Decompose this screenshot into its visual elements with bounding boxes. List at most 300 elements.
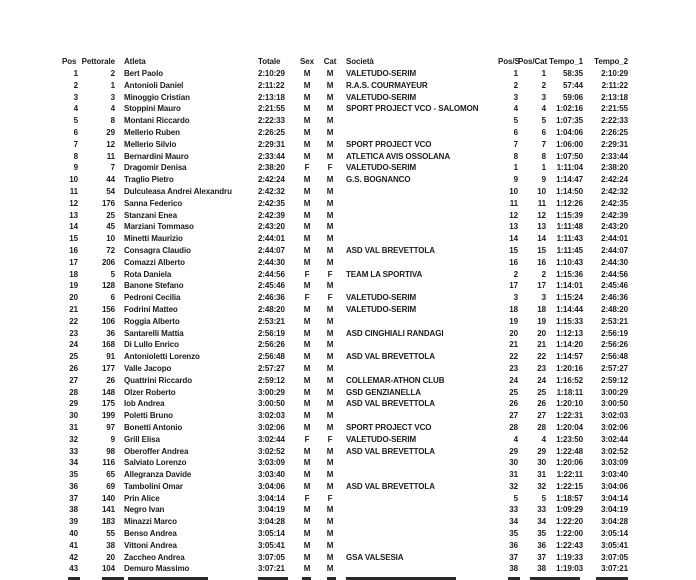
- cell-pos_cat: 22: [537, 352, 546, 362]
- cell-cat: M: [326, 422, 334, 432]
- table-row: [62, 233, 628, 245]
- cell-pos_cat: 38: [537, 564, 546, 574]
- cell-pettorale: 54: [106, 186, 115, 196]
- cell-totale: 2:44:56: [258, 269, 285, 279]
- cell-societa: [342, 410, 498, 422]
- cell-totale: 3:02:06: [258, 422, 285, 432]
- cell-pos_cat: 27: [537, 411, 546, 421]
- cell-societa: ASD VAL BREVETTOLA: [346, 399, 435, 409]
- cell-pos: 35: [69, 470, 78, 480]
- cell-pos_s: 36: [509, 540, 518, 550]
- cell-pos: 24: [69, 340, 78, 350]
- table-row: [62, 375, 628, 387]
- cell-pos_cat: 12: [537, 210, 546, 220]
- cell-pettorale: 3: [110, 92, 115, 102]
- cell-pos: 36: [69, 481, 78, 491]
- cell-societa: GSA VALSESIA: [346, 552, 404, 562]
- cell-pos_cat: 33: [537, 505, 546, 515]
- cell-pos: 34: [69, 458, 78, 468]
- cell-pos: 16: [69, 245, 78, 255]
- cell-atleta: Marziani Tommaso: [124, 222, 194, 232]
- cell-pettorale: 177: [101, 363, 115, 373]
- cell-pos_cat: 28: [537, 422, 546, 432]
- cell-pos_cat: 31: [537, 470, 546, 480]
- table-row: [62, 457, 628, 469]
- table-header-row: [62, 55, 628, 68]
- cell-totale: 2:42:24: [258, 175, 285, 185]
- cell-sex: M: [303, 328, 311, 338]
- cell-sex: M: [303, 481, 311, 491]
- cell-sex: M: [303, 257, 311, 267]
- cell-sex: M: [303, 411, 311, 421]
- column-header-tempo-2: Tempo_2: [594, 57, 628, 66]
- cell-sex: M: [303, 540, 311, 550]
- cell-totale: 2:43:20: [258, 222, 285, 232]
- cell-pos: 42: [69, 552, 78, 562]
- cell-tempo_2: 3:00:50: [601, 399, 628, 409]
- cell-pettorale: 11: [106, 151, 115, 161]
- cell-atleta: Grill Elisa: [124, 434, 160, 444]
- cell-pos_cat: 17: [537, 281, 546, 291]
- cell-pos: 31: [69, 422, 78, 432]
- cell-sex: M: [303, 517, 311, 527]
- cell-sex: M: [303, 470, 311, 480]
- cell-atleta: Stanzani Enea: [124, 210, 177, 220]
- cell-tempo_2: 3:05:14: [601, 529, 628, 539]
- cell-pettorale: 168: [101, 340, 115, 350]
- cell-pettorale: 1: [110, 80, 115, 90]
- cell-totale: 2:53:21: [258, 316, 285, 326]
- cell-pos_s: 30: [509, 458, 518, 468]
- cell-tempo_1: 1:11:43: [556, 234, 583, 244]
- cell-pos_cat: 6: [541, 127, 546, 137]
- cell-pettorale: 91: [106, 352, 115, 362]
- cell-pettorale: 10: [106, 234, 115, 244]
- table-row: [62, 446, 628, 458]
- table-row: [62, 269, 628, 281]
- cell-sex: M: [303, 340, 311, 350]
- cell-pos_cat: 18: [537, 304, 546, 314]
- cell-pos_cat: 3: [541, 92, 546, 102]
- table-row: [62, 339, 628, 351]
- cell-cat: M: [326, 481, 334, 491]
- cell-pos_cat: 1: [541, 69, 546, 78]
- cell-pos_cat: 24: [537, 375, 546, 385]
- cell-atleta: Tambolini Omar: [124, 481, 183, 491]
- cell-atleta: Traglio Pietro: [124, 175, 174, 185]
- cell-tempo_1: 1:07:50: [556, 151, 583, 161]
- cell-tempo_1: 1:22:00: [556, 529, 583, 539]
- cell-atleta: Sanna Federico: [124, 198, 183, 208]
- cell-cat: F: [327, 434, 333, 444]
- cell-tempo_2: 3:02:44: [601, 434, 628, 444]
- cell-tempo_1: 1:14:47: [556, 175, 583, 185]
- cell-societa: G.S. BOGNANCO: [346, 175, 411, 185]
- cell-tempo_2: 2:56:26: [601, 340, 628, 350]
- cell-tempo_2: 2:53:21: [601, 316, 628, 326]
- cell-atleta: Demuro Massimo: [124, 564, 190, 574]
- cell-cat: M: [326, 399, 334, 409]
- cell-societa: [342, 115, 498, 127]
- cell-totale: 3:02:44: [258, 434, 285, 444]
- cell-tempo_1: 1:19:03: [556, 564, 583, 574]
- cell-atleta: Antonioli Daniel: [124, 80, 184, 90]
- cell-tempo_1: 1:22:20: [556, 517, 583, 527]
- cell-atleta: Mellerio Silvio: [124, 139, 177, 149]
- cell-atleta: Oberoffer Andrea: [124, 446, 189, 456]
- results-table: [62, 55, 628, 580]
- cell-tempo_2: 2:56:19: [601, 328, 628, 338]
- cell-tempo_1: 1:22:11: [556, 470, 583, 480]
- cell-cat: M: [326, 151, 334, 161]
- cell-tempo_1: 1:16:52: [556, 375, 583, 385]
- cell-pettorale: 175: [101, 399, 115, 409]
- cell-pos_cat: 4: [541, 434, 546, 444]
- cell-pos_s: 23: [509, 363, 518, 373]
- cell-tempo_2: 2:26:25: [601, 127, 628, 137]
- cell-pos: 43: [69, 564, 78, 574]
- cell-tempo_1: 1:18:57: [556, 493, 583, 503]
- cell-cat: F: [327, 163, 333, 173]
- cell-societa: [342, 457, 498, 469]
- cell-tempo_1: 1:09:29: [556, 505, 583, 515]
- cell-totale: 2:33:44: [258, 151, 285, 161]
- cell-sex: M: [303, 234, 311, 244]
- cell-societa: SPORT PROJECT VCO: [346, 422, 432, 432]
- cell-societa: VALETUDO-SERIM: [346, 293, 417, 303]
- table-row: [62, 351, 628, 363]
- cell-tempo_2: 3:02:03: [601, 411, 628, 421]
- cell-sex: M: [303, 363, 311, 373]
- cell-sex: M: [303, 198, 311, 208]
- cell-pos_s: 4: [513, 104, 518, 114]
- cell-tempo_2: 2:42:24: [601, 175, 628, 185]
- cell-atleta: Santarelli Mattia: [124, 328, 184, 338]
- cell-pos_s: 5: [513, 116, 518, 126]
- cell-pettorale: 141: [101, 505, 115, 515]
- cell-pettorale: 148: [101, 387, 115, 397]
- cell-totale: 2:48:20: [258, 304, 285, 314]
- cell-pettorale: 176: [101, 198, 115, 208]
- cell-cat: M: [326, 257, 334, 267]
- cell-tempo_2: 2:13:18: [601, 92, 628, 102]
- cell-pos: 1: [73, 69, 78, 78]
- table-row: [62, 422, 628, 434]
- cell-cat: M: [326, 375, 334, 385]
- cell-totale: 2:44:01: [258, 234, 285, 244]
- table-row: [62, 434, 628, 446]
- table-row: [62, 304, 628, 316]
- cell-pos_s: 25: [509, 387, 518, 397]
- cell-societa: [342, 528, 498, 540]
- column-header-cat: Cat: [323, 57, 337, 66]
- cell-totale: 2:42:39: [258, 210, 285, 220]
- cell-tempo_2: 2:46:36: [601, 293, 628, 303]
- table-row: [62, 198, 628, 210]
- cell-sex: M: [303, 186, 311, 196]
- cell-societa: SPORT PROJECT VCO: [346, 139, 432, 149]
- cell-cat: M: [326, 104, 334, 114]
- cell-pettorale: 26: [106, 375, 115, 385]
- cell-pos: 20: [69, 293, 78, 303]
- cell-societa: [342, 233, 498, 245]
- cell-cat: F: [327, 293, 333, 303]
- cell-societa: [342, 339, 498, 351]
- cell-pos_s: 3: [513, 92, 518, 102]
- cell-pos_cat: 5: [541, 493, 546, 503]
- cell-pos: 21: [69, 304, 78, 314]
- cell-pos: 37: [69, 493, 78, 503]
- cell-sex: F: [304, 293, 310, 303]
- cell-tempo_1: 58:35: [563, 69, 583, 78]
- cell-pos_s: 2: [513, 80, 518, 90]
- cell-societa: ASD VAL BREVETTOLA: [346, 352, 435, 362]
- cell-atleta: Bernardini Mauro: [124, 151, 189, 161]
- cell-tempo_2: 3:02:06: [601, 422, 628, 432]
- cell-tempo_2: 2:42:32: [601, 186, 628, 196]
- cell-tempo_1: 1:12:13: [556, 328, 583, 338]
- cell-tempo_2: 2:57:27: [601, 363, 628, 373]
- cell-pettorale: 8: [110, 116, 115, 126]
- cell-pos: 27: [69, 375, 78, 385]
- cell-sex: M: [303, 222, 311, 232]
- cell-sex: M: [303, 245, 311, 255]
- table-body: [62, 68, 628, 575]
- cell-cat: M: [326, 328, 334, 338]
- cell-sex: M: [303, 552, 311, 562]
- cell-pos_s: 11: [509, 198, 518, 208]
- cell-pos_cat: 35: [537, 529, 546, 539]
- cell-pos_s: 26: [509, 399, 518, 409]
- cell-societa: [342, 516, 498, 528]
- cell-sex: M: [303, 446, 311, 456]
- cell-cat: M: [326, 304, 334, 314]
- cell-tempo_1: 1:04:06: [556, 127, 583, 137]
- cell-pos: 11: [69, 186, 78, 196]
- cell-totale: 2:44:07: [258, 245, 285, 255]
- cell-pos_s: 7: [513, 139, 518, 149]
- cell-atleta: Fodrini Matteo: [124, 304, 178, 314]
- column-header-sex: Sex: [300, 57, 314, 66]
- cell-cat: M: [326, 198, 334, 208]
- cell-tempo_1: 1:11:04: [556, 163, 583, 173]
- cell-totale: 2:22:33: [258, 116, 285, 126]
- cell-tempo_2: 2:11:22: [601, 80, 628, 90]
- cell-pos_s: 31: [509, 470, 518, 480]
- column-header-pos-cat: Pos/Cat: [518, 57, 548, 66]
- cell-pettorale: 199: [101, 411, 115, 421]
- cell-pos_s: 2: [513, 269, 518, 279]
- cell-pos_s: 24: [509, 375, 518, 385]
- cell-pos: 33: [69, 446, 78, 456]
- cell-atleta: Di Lullo Enrico: [124, 340, 179, 350]
- cell-societa: ATLETICA AVIS OSSOLANA: [346, 151, 451, 161]
- cell-tempo_2: 3:04:28: [601, 517, 628, 527]
- cell-atleta: Valle Jacopo: [124, 363, 172, 373]
- cell-pettorale: 72: [106, 245, 115, 255]
- cell-tempo_2: 3:04:19: [601, 505, 628, 515]
- cell-cat: M: [326, 281, 334, 291]
- cell-societa: [342, 210, 498, 222]
- table-row: [62, 210, 628, 222]
- cell-cat: M: [326, 505, 334, 515]
- cell-pos: 9: [73, 163, 78, 173]
- cell-pos: 12: [69, 198, 78, 208]
- cell-atleta: Vittoni Andrea: [124, 540, 177, 550]
- cell-pos: 40: [69, 529, 78, 539]
- cell-sex: M: [303, 387, 311, 397]
- cell-pettorale: 156: [101, 304, 115, 314]
- cell-pos_s: 28: [509, 422, 518, 432]
- cell-pos_cat: 7: [541, 139, 546, 149]
- table-row: [62, 481, 628, 493]
- cell-cat: F: [327, 269, 333, 279]
- cell-tempo_1: 1:22:15: [556, 481, 583, 491]
- cell-societa: R.A.S. COURMAYEUR: [346, 80, 428, 90]
- cell-atleta: Antonioletti Lorenzo: [124, 352, 200, 362]
- cell-pettorale: 2: [110, 69, 115, 78]
- cell-pettorale: 5: [110, 269, 115, 279]
- table-row: [62, 80, 628, 92]
- cell-sex: F: [304, 434, 310, 444]
- cell-pos_cat: 16: [537, 257, 546, 267]
- cell-pos_cat: 37: [537, 552, 546, 562]
- cell-pettorale: 20: [106, 552, 115, 562]
- cell-tempo_2: 2:43:20: [601, 222, 628, 232]
- cell-totale: 3:07:05: [258, 552, 285, 562]
- cell-tempo_1: 1:11:48: [556, 222, 583, 232]
- cell-pos_cat: 13: [537, 222, 546, 232]
- cell-pettorale: 7: [110, 163, 115, 173]
- cell-pos_s: 8: [513, 151, 518, 161]
- table-row: [62, 504, 628, 516]
- cell-sex: F: [304, 163, 310, 173]
- cell-pos_cat: 26: [537, 399, 546, 409]
- cell-atleta: Salviato Lorenzo: [124, 458, 187, 468]
- cell-sex: M: [303, 92, 311, 102]
- table-row: [62, 280, 628, 292]
- cell-pos_s: 6: [513, 127, 518, 137]
- cell-tempo_1: 1:22:48: [556, 446, 583, 456]
- cell-pos_cat: 25: [537, 387, 546, 397]
- cell-pos_s: 38: [509, 564, 518, 574]
- cell-cat: M: [326, 127, 334, 137]
- cell-tempo_2: 2:44:01: [601, 234, 628, 244]
- cell-cat: M: [326, 540, 334, 550]
- cell-tempo_2: 3:07:21: [601, 564, 628, 574]
- cell-cat: M: [326, 139, 334, 149]
- cell-tempo_2: 2:33:44: [601, 151, 628, 161]
- cell-sex: M: [303, 281, 311, 291]
- cell-pos_s: 5: [513, 493, 518, 503]
- cell-pos: 18: [69, 269, 78, 279]
- cell-cat: M: [326, 564, 334, 574]
- cell-atleta: Negro Ivan: [124, 505, 165, 515]
- cell-pos: 19: [69, 281, 78, 291]
- cell-cat: M: [326, 116, 334, 126]
- cell-atleta: Minazzi Marco: [124, 517, 177, 527]
- cell-tempo_1: 1:20:16: [556, 363, 583, 373]
- cell-totale: 3:07:21: [258, 564, 285, 574]
- clipped-partial-row: [62, 575, 628, 580]
- column-header-pos-s: Pos/S: [498, 57, 520, 66]
- cell-pos_cat: 29: [537, 446, 546, 456]
- cell-sex: M: [303, 529, 311, 539]
- cell-totale: 2:56:48: [258, 352, 285, 362]
- cell-societa: [342, 186, 498, 198]
- cell-atleta: Bonetti Antonio: [124, 422, 183, 432]
- cell-societa: [342, 280, 498, 292]
- cell-societa: [342, 363, 498, 375]
- cell-atleta: Roggia Alberto: [124, 316, 180, 326]
- cell-totale: 3:00:50: [258, 399, 285, 409]
- cell-pos: 10: [69, 175, 78, 185]
- cell-cat: M: [326, 234, 334, 244]
- table-row: [62, 68, 628, 80]
- cell-sex: M: [303, 505, 311, 515]
- cell-atleta: Iob Andrea: [124, 399, 165, 409]
- cell-pos_s: 10: [509, 186, 518, 196]
- cell-totale: 2:42:32: [258, 186, 285, 196]
- cell-atleta: Montani Riccardo: [124, 116, 190, 126]
- table-row: [62, 398, 628, 410]
- cell-pettorale: 12: [106, 139, 115, 149]
- cell-tempo_2: 3:07:05: [601, 552, 628, 562]
- cell-pos_cat: 14: [537, 234, 546, 244]
- cell-pettorale: 104: [101, 564, 115, 574]
- cell-pettorale: 36: [106, 328, 115, 338]
- cell-cat: M: [326, 222, 334, 232]
- cell-atleta: Pedroni Cecilia: [124, 293, 181, 303]
- table-row: [62, 186, 628, 198]
- cell-pettorale: 45: [106, 222, 115, 232]
- cell-tempo_2: 2:38:20: [601, 163, 628, 173]
- cell-pos: 22: [69, 316, 78, 326]
- cell-tempo_2: 2:21:55: [601, 104, 628, 114]
- cell-pettorale: 65: [106, 470, 115, 480]
- table-row: [62, 410, 628, 422]
- cell-pos_s: 15: [509, 245, 518, 255]
- cell-atleta: Rota Daniela: [124, 269, 172, 279]
- cell-pettorale: 106: [101, 316, 115, 326]
- cell-tempo_2: 2:44:07: [601, 245, 628, 255]
- cell-pos: 15: [69, 234, 78, 244]
- cell-atleta: Dragomir Denisa: [124, 163, 187, 173]
- cell-tempo_1: 59:06: [563, 92, 583, 102]
- cell-totale: 3:05:41: [258, 540, 285, 550]
- cell-tempo_2: 3:02:52: [601, 446, 628, 456]
- cell-pos: 13: [69, 210, 78, 220]
- cell-totale: 2:11:22: [258, 80, 285, 90]
- table-row: [62, 257, 628, 269]
- cell-sex: M: [303, 399, 311, 409]
- cell-pos: 39: [69, 517, 78, 527]
- table-row: [62, 292, 628, 304]
- cell-pos_s: 35: [509, 529, 518, 539]
- cell-tempo_2: 2:29:31: [601, 139, 628, 149]
- column-header-tempo-1: Tempo_1: [549, 57, 583, 66]
- cell-totale: 2:44:30: [258, 257, 285, 267]
- cell-pettorale: 38: [106, 540, 115, 550]
- cell-pos_cat: 3: [541, 293, 546, 303]
- table-row: [62, 387, 628, 399]
- cell-sex: M: [303, 127, 311, 137]
- cell-tempo_1: 1:22:31: [556, 411, 583, 421]
- cell-pos_s: 12: [509, 210, 518, 220]
- cell-atleta: Banone Stefano: [124, 281, 184, 291]
- cell-pettorale: 4: [110, 104, 115, 114]
- cell-totale: 3:02:03: [258, 411, 285, 421]
